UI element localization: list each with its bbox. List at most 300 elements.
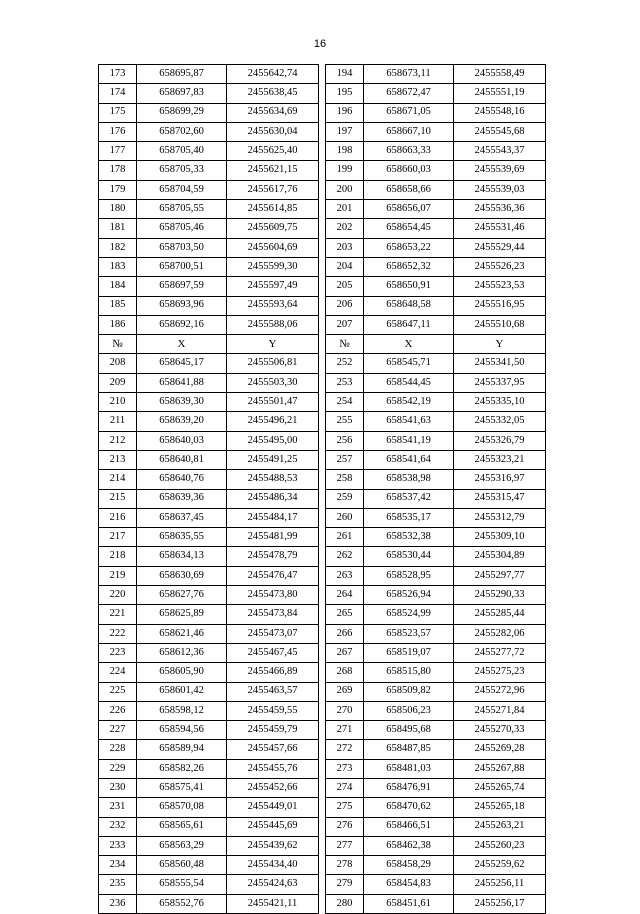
point-number-cell: 182: [99, 238, 137, 257]
y-coordinate-cell: 2455545,68: [454, 122, 546, 141]
point-number-cell: 277: [326, 836, 364, 855]
x-coordinate-cell: 658705,46: [137, 219, 227, 238]
x-coordinate-cell: 658627,76: [137, 586, 227, 605]
point-number-cell: 263: [326, 566, 364, 585]
point-number-cell: 180: [99, 200, 137, 219]
y-coordinate-cell: 2455259,62: [454, 856, 546, 875]
column-gap: [319, 798, 326, 817]
point-number-cell: 183: [99, 257, 137, 276]
number-header: №: [326, 335, 364, 354]
x-coordinate-cell: 658612,36: [137, 643, 227, 662]
y-coordinate-cell: 2455609,75: [227, 219, 319, 238]
point-number-cell: 194: [326, 65, 364, 84]
y-coordinate-cell: 2455486,34: [227, 489, 319, 508]
point-number-cell: 230: [99, 778, 137, 797]
point-number-cell: 201: [326, 200, 364, 219]
y-coordinate-cell: 2455503,30: [227, 373, 319, 392]
y-coordinate-cell: 2455642,74: [227, 65, 319, 84]
column-gap: [319, 894, 326, 913]
y-coordinate-cell: 2455630,04: [227, 122, 319, 141]
x-coordinate-cell: 658658,66: [364, 180, 454, 199]
y-coordinate-cell: 2455467,45: [227, 643, 319, 662]
y-coordinate-cell: 2455488,53: [227, 470, 319, 489]
point-number-cell: 278: [326, 856, 364, 875]
point-number-cell: 279: [326, 875, 364, 894]
point-number-cell: 173: [99, 65, 137, 84]
y-coordinate-cell: 2455341,50: [454, 354, 546, 373]
y-coordinate-cell: 2455270,33: [454, 721, 546, 740]
x-coordinate-cell: 658640,03: [137, 431, 227, 450]
y-coordinate-cell: 2455269,28: [454, 740, 546, 759]
table-row: [99, 759, 546, 778]
y-coordinate-cell: 2455478,79: [227, 547, 319, 566]
x-coordinate-cell: 658697,83: [137, 84, 227, 103]
y-coordinate-cell: 2455337,95: [454, 373, 546, 392]
x-coordinate-cell: 658702,60: [137, 122, 227, 141]
point-number-cell: 177: [99, 142, 137, 161]
y-coordinate-cell: 2455290,33: [454, 586, 546, 605]
y-coordinate-cell: 2455332,05: [454, 412, 546, 431]
x-coordinate-cell: 658451,61: [364, 894, 454, 913]
x-coordinate-cell: 658519,07: [364, 643, 454, 662]
y-coordinate-cell: 2455529,44: [454, 238, 546, 257]
column-gap: [319, 354, 326, 373]
table-row: [99, 508, 546, 527]
x-coordinate-cell: 658535,17: [364, 508, 454, 527]
x-coordinate-cell: 658541,64: [364, 450, 454, 469]
x-coordinate-cell: 658621,46: [137, 624, 227, 643]
point-number-cell: 222: [99, 624, 137, 643]
point-number-cell: 260: [326, 508, 364, 527]
point-number-cell: 217: [99, 528, 137, 547]
point-number-cell: 236: [99, 894, 137, 913]
point-number-cell: 255: [326, 412, 364, 431]
y-coordinate-cell: 2455285,44: [454, 605, 546, 624]
table-row: [99, 412, 546, 431]
x-coordinate-cell: 658705,55: [137, 200, 227, 219]
point-number-cell: 273: [326, 759, 364, 778]
table-row: [99, 65, 546, 84]
x-coordinate-cell: 658700,51: [137, 257, 227, 276]
point-number-cell: 208: [99, 354, 137, 373]
x-coordinate-cell: 658695,87: [137, 65, 227, 84]
table-row: [99, 489, 546, 508]
point-number-cell: 210: [99, 393, 137, 412]
point-number-cell: 227: [99, 721, 137, 740]
point-number-cell: 256: [326, 431, 364, 450]
y-coordinate-cell: 2455599,30: [227, 257, 319, 276]
y-coordinate-cell: 2455496,21: [227, 412, 319, 431]
column-gap: [319, 547, 326, 566]
point-number-cell: 225: [99, 682, 137, 701]
x-coordinate-cell: 658541,19: [364, 431, 454, 450]
column-gap: [319, 84, 326, 103]
column-gap: [319, 180, 326, 199]
table-row: [99, 605, 546, 624]
x-coordinate-cell: 658565,61: [137, 817, 227, 836]
point-number-cell: 275: [326, 798, 364, 817]
point-number-cell: 234: [99, 856, 137, 875]
x-coordinate-cell: 658506,23: [364, 701, 454, 720]
point-number-cell: 184: [99, 277, 137, 296]
table-row: [99, 180, 546, 199]
x-coordinate-cell: 658487,85: [364, 740, 454, 759]
point-number-cell: 178: [99, 161, 137, 180]
column-gap: [319, 200, 326, 219]
y-coordinate-cell: 2455312,79: [454, 508, 546, 527]
point-number-cell: 226: [99, 701, 137, 720]
column-gap: [319, 643, 326, 662]
y-coordinate-cell: 2455614,85: [227, 200, 319, 219]
point-number-cell: 272: [326, 740, 364, 759]
x-coordinate-cell: 658663,33: [364, 142, 454, 161]
point-number-cell: 266: [326, 624, 364, 643]
x-coordinate-cell: 658454,83: [364, 875, 454, 894]
y-coordinate-cell: 2455452,66: [227, 778, 319, 797]
y-coordinate-cell: 2455516,95: [454, 296, 546, 315]
y-coordinate-cell: 2455304,89: [454, 547, 546, 566]
x-coordinate-cell: 658641,88: [137, 373, 227, 392]
x-coordinate-cell: 658647,11: [364, 315, 454, 334]
point-number-cell: 197: [326, 122, 364, 141]
x-coordinate-cell: 658634,13: [137, 547, 227, 566]
column-gap: [319, 605, 326, 624]
y-coordinate-cell: 2455445,69: [227, 817, 319, 836]
point-number-cell: 186: [99, 315, 137, 334]
x-coordinate-cell: 658693,96: [137, 296, 227, 315]
y-coordinate-cell: 2455455,76: [227, 759, 319, 778]
y-header: Y: [227, 335, 319, 354]
y-coordinate-cell: 2455593,64: [227, 296, 319, 315]
point-number-cell: 224: [99, 663, 137, 682]
x-coordinate-cell: 658555,54: [137, 875, 227, 894]
x-coordinate-cell: 658635,55: [137, 528, 227, 547]
y-coordinate-cell: 2455265,74: [454, 778, 546, 797]
point-number-cell: 223: [99, 643, 137, 662]
y-coordinate-cell: 2455588,06: [227, 315, 319, 334]
point-number-cell: 185: [99, 296, 137, 315]
x-coordinate-cell: 658528,95: [364, 566, 454, 585]
point-number-cell: 268: [326, 663, 364, 682]
y-coordinate-cell: 2455309,10: [454, 528, 546, 547]
column-gap: [319, 277, 326, 296]
point-number-cell: 229: [99, 759, 137, 778]
table-row: [99, 296, 546, 315]
x-coordinate-cell: 658594,56: [137, 721, 227, 740]
point-number-cell: 174: [99, 84, 137, 103]
table-row: [99, 836, 546, 855]
x-coordinate-cell: 658462,38: [364, 836, 454, 855]
y-coordinate-cell: 2455256,17: [454, 894, 546, 913]
y-coordinate-cell: 2455256,11: [454, 875, 546, 894]
table-row: [99, 682, 546, 701]
column-gap: [319, 122, 326, 141]
point-number-cell: 258: [326, 470, 364, 489]
y-coordinate-cell: 2455277,72: [454, 643, 546, 662]
point-number-cell: 274: [326, 778, 364, 797]
point-number-cell: 228: [99, 740, 137, 759]
table-row: [99, 547, 546, 566]
x-coordinate-cell: 658605,90: [137, 663, 227, 682]
x-coordinate-cell: 658667,10: [364, 122, 454, 141]
point-number-cell: 231: [99, 798, 137, 817]
point-number-cell: 209: [99, 373, 137, 392]
table-row: [99, 277, 546, 296]
x-coordinate-cell: 658650,91: [364, 277, 454, 296]
x-coordinate-cell: 658640,76: [137, 470, 227, 489]
table-row: [99, 875, 546, 894]
table-row: [99, 161, 546, 180]
x-coordinate-cell: 658458,29: [364, 856, 454, 875]
column-gap: [319, 315, 326, 334]
x-coordinate-cell: 658509,82: [364, 682, 454, 701]
table-row: [99, 721, 546, 740]
table-row: [99, 200, 546, 219]
y-coordinate-cell: 2455473,84: [227, 605, 319, 624]
point-number-cell: 207: [326, 315, 364, 334]
point-number-cell: 175: [99, 103, 137, 122]
x-coordinate-cell: 658563,29: [137, 836, 227, 855]
point-number-cell: 200: [326, 180, 364, 199]
point-number-cell: 252: [326, 354, 364, 373]
y-coordinate-cell: 2455275,23: [454, 663, 546, 682]
point-number-cell: 270: [326, 701, 364, 720]
point-number-cell: 262: [326, 547, 364, 566]
table-row: [99, 701, 546, 720]
point-number-cell: 212: [99, 431, 137, 450]
column-gap: [319, 335, 326, 354]
column-gap: [319, 431, 326, 450]
x-coordinate-cell: 658476,91: [364, 778, 454, 797]
column-gap: [319, 412, 326, 431]
coordinates-table: [98, 64, 546, 914]
point-number-cell: 257: [326, 450, 364, 469]
column-gap: [319, 508, 326, 527]
table-row: [99, 798, 546, 817]
column-gap: [319, 373, 326, 392]
point-number-cell: 219: [99, 566, 137, 585]
y-coordinate-cell: 2455634,69: [227, 103, 319, 122]
column-gap: [319, 219, 326, 238]
y-coordinate-cell: 2455272,96: [454, 682, 546, 701]
x-coordinate-cell: 658466,51: [364, 817, 454, 836]
point-number-cell: 218: [99, 547, 137, 566]
point-number-cell: 261: [326, 528, 364, 547]
table-row: [99, 817, 546, 836]
table-row: [99, 354, 546, 373]
point-number-cell: 264: [326, 586, 364, 605]
point-number-cell: 216: [99, 508, 137, 527]
x-coordinate-cell: 658544,45: [364, 373, 454, 392]
point-number-cell: 195: [326, 84, 364, 103]
x-coordinate-cell: 658589,94: [137, 740, 227, 759]
column-gap: [319, 393, 326, 412]
y-coordinate-cell: 2455260,23: [454, 836, 546, 855]
x-coordinate-cell: 658671,05: [364, 103, 454, 122]
x-coordinate-cell: 658541,63: [364, 412, 454, 431]
point-number-cell: 221: [99, 605, 137, 624]
point-number-cell: 198: [326, 142, 364, 161]
x-coordinate-cell: 658526,94: [364, 586, 454, 605]
x-coordinate-cell: 658660,03: [364, 161, 454, 180]
y-coordinate-cell: 2455526,23: [454, 257, 546, 276]
y-coordinate-cell: 2455424,63: [227, 875, 319, 894]
point-number-cell: 206: [326, 296, 364, 315]
y-coordinate-cell: 2455457,66: [227, 740, 319, 759]
y-coordinate-cell: 2455267,88: [454, 759, 546, 778]
point-number-cell: 267: [326, 643, 364, 662]
table-row: [99, 894, 546, 913]
y-coordinate-cell: 2455536,36: [454, 200, 546, 219]
x-coordinate-cell: 658470,62: [364, 798, 454, 817]
point-number-cell: 205: [326, 277, 364, 296]
point-number-cell: 253: [326, 373, 364, 392]
point-number-cell: 176: [99, 122, 137, 141]
x-coordinate-cell: 658545,71: [364, 354, 454, 373]
point-number-cell: 276: [326, 817, 364, 836]
table-row: [99, 142, 546, 161]
x-coordinate-cell: 658703,50: [137, 238, 227, 257]
x-coordinate-cell: 658481,03: [364, 759, 454, 778]
column-gap: [319, 161, 326, 180]
x-coordinate-cell: 658673,11: [364, 65, 454, 84]
y-coordinate-cell: 2455481,99: [227, 528, 319, 547]
column-gap: [319, 528, 326, 547]
x-coordinate-cell: 658552,76: [137, 894, 227, 913]
y-coordinate-cell: 2455263,21: [454, 817, 546, 836]
x-coordinate-cell: 658598,12: [137, 701, 227, 720]
y-coordinate-cell: 2455421,11: [227, 894, 319, 913]
point-number-cell: 232: [99, 817, 137, 836]
table-row: [99, 470, 546, 489]
y-header: Y: [454, 335, 546, 354]
x-coordinate-cell: 658656,07: [364, 200, 454, 219]
y-coordinate-cell: 2455282,06: [454, 624, 546, 643]
x-coordinate-cell: 658653,22: [364, 238, 454, 257]
point-number-cell: 254: [326, 393, 364, 412]
table-row: [99, 778, 546, 797]
point-number-cell: 203: [326, 238, 364, 257]
column-gap: [319, 721, 326, 740]
y-coordinate-cell: 2455548,16: [454, 103, 546, 122]
table-row: [99, 450, 546, 469]
point-number-cell: 280: [326, 894, 364, 913]
column-gap: [319, 663, 326, 682]
point-number-cell: 196: [326, 103, 364, 122]
y-coordinate-cell: 2455506,81: [227, 354, 319, 373]
x-coordinate-cell: 658601,42: [137, 682, 227, 701]
y-coordinate-cell: 2455297,77: [454, 566, 546, 585]
y-coordinate-cell: 2455501,47: [227, 393, 319, 412]
x-coordinate-cell: 658705,33: [137, 161, 227, 180]
x-coordinate-cell: 658639,20: [137, 412, 227, 431]
column-gap: [319, 778, 326, 797]
point-number-cell: 233: [99, 836, 137, 855]
x-coordinate-cell: 658625,89: [137, 605, 227, 624]
x-coordinate-cell: 658542,19: [364, 393, 454, 412]
y-coordinate-cell: 2455463,57: [227, 682, 319, 701]
y-coordinate-cell: 2455491,25: [227, 450, 319, 469]
point-number-cell: 271: [326, 721, 364, 740]
x-coordinate-cell: 658704,59: [137, 180, 227, 199]
x-coordinate-cell: 658672,47: [364, 84, 454, 103]
column-gap: [319, 470, 326, 489]
table-row: [99, 663, 546, 682]
y-coordinate-cell: 2455617,76: [227, 180, 319, 199]
y-coordinate-cell: 2455459,79: [227, 721, 319, 740]
x-coordinate-cell: 658530,44: [364, 547, 454, 566]
point-number-cell: 214: [99, 470, 137, 489]
x-coordinate-cell: 658697,59: [137, 277, 227, 296]
column-gap: [319, 566, 326, 585]
column-gap: [319, 701, 326, 720]
column-gap: [319, 450, 326, 469]
y-coordinate-cell: 2455439,62: [227, 836, 319, 855]
point-number-cell: 181: [99, 219, 137, 238]
point-number-cell: 202: [326, 219, 364, 238]
x-coordinate-cell: 658575,41: [137, 778, 227, 797]
x-header: X: [137, 335, 227, 354]
table-row: [99, 643, 546, 662]
table-header-row: [99, 335, 546, 354]
table-row: [99, 84, 546, 103]
x-coordinate-cell: 658705,40: [137, 142, 227, 161]
table-row: [99, 122, 546, 141]
point-number-cell: 204: [326, 257, 364, 276]
point-number-cell: 215: [99, 489, 137, 508]
y-coordinate-cell: 2455625,40: [227, 142, 319, 161]
column-gap: [319, 65, 326, 84]
column-gap: [319, 740, 326, 759]
y-coordinate-cell: 2455484,17: [227, 508, 319, 527]
table-row: [99, 315, 546, 334]
column-gap: [319, 238, 326, 257]
y-coordinate-cell: 2455316,97: [454, 470, 546, 489]
table-row: [99, 373, 546, 392]
x-coordinate-cell: 658652,32: [364, 257, 454, 276]
x-coordinate-cell: 658582,26: [137, 759, 227, 778]
column-gap: [319, 875, 326, 894]
x-coordinate-cell: 658699,29: [137, 103, 227, 122]
table-row: [99, 740, 546, 759]
y-coordinate-cell: 2455265,18: [454, 798, 546, 817]
x-coordinate-cell: 658639,36: [137, 489, 227, 508]
x-coordinate-cell: 658560,48: [137, 856, 227, 875]
x-coordinate-cell: 658648,58: [364, 296, 454, 315]
column-gap: [319, 836, 326, 855]
y-coordinate-cell: 2455315,47: [454, 489, 546, 508]
column-gap: [319, 142, 326, 161]
point-number-cell: 179: [99, 180, 137, 199]
x-coordinate-cell: 658537,42: [364, 489, 454, 508]
x-coordinate-cell: 658523,57: [364, 624, 454, 643]
y-coordinate-cell: 2455597,49: [227, 277, 319, 296]
table-row: [99, 219, 546, 238]
table-row: [99, 566, 546, 585]
point-number-cell: 269: [326, 682, 364, 701]
x-coordinate-cell: 658495,68: [364, 721, 454, 740]
x-header: X: [364, 335, 454, 354]
point-number-cell: 265: [326, 605, 364, 624]
point-number-cell: 220: [99, 586, 137, 605]
x-coordinate-cell: 658645,17: [137, 354, 227, 373]
point-number-cell: 213: [99, 450, 137, 469]
y-coordinate-cell: 2455476,47: [227, 566, 319, 585]
table-row: [99, 856, 546, 875]
y-coordinate-cell: 2455539,03: [454, 180, 546, 199]
y-coordinate-cell: 2455551,19: [454, 84, 546, 103]
table-row: [99, 586, 546, 605]
